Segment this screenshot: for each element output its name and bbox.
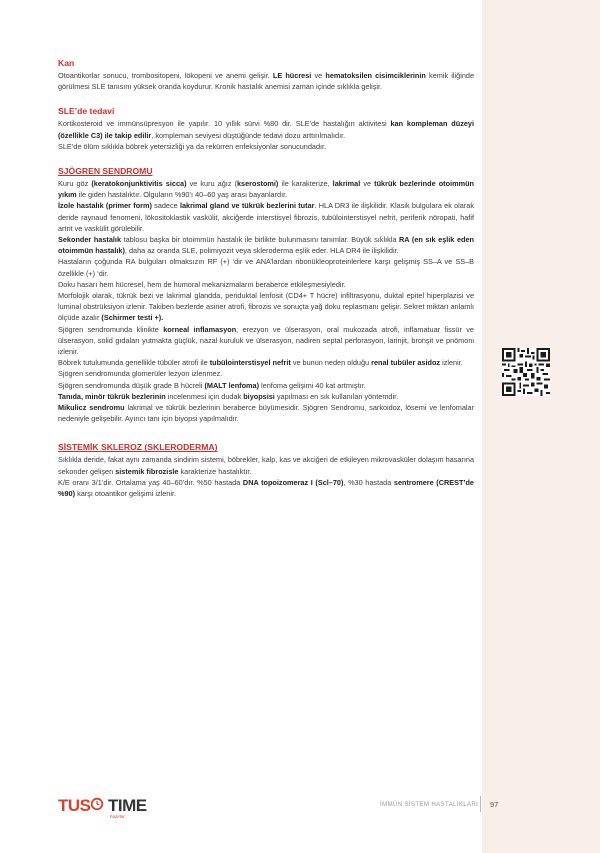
paragraph: Kuru göz (keratokonjunktivitis sicca) ve kuru ağız (kserostomi) ile karakterize, lakrimal ve tükrük bezlerinde otoimmün yıkım ile giden hastalıktır. Olguların %90’ı 40–60 yaş arası bayanlardır.	[58, 179, 474, 200]
paragraph: Sjögren sendromunda glomerüler lezyon izlenmez.	[58, 369, 223, 379]
paragraph: Sekonder hastalık tablosu başka bir otoimmün hastalık ile birlikte bulunmasını tanımlar. Büyük sıklıkla RA (en sık eşlik eden otoimmün hastalık), daha az oranda SLE, polimiyozit veya skleroderma eşlik eder. HLA DR4 ile ilişkilidir.	[58, 235, 474, 256]
footer-divider	[480, 796, 481, 812]
section-heading: SLE’de tedavi	[58, 106, 115, 117]
qr-code	[502, 348, 550, 396]
logo-tagline: hazırlık	[110, 814, 125, 819]
section-heading: SİSTEMİK SKLEROZ (SKLERODERMA)	[58, 442, 218, 453]
tustime-logo	[58, 796, 148, 822]
clock-icon	[90, 797, 104, 811]
paragraph: Kortikosteroid ve immünsüpresyon ile yapılır. 10 yıllık sürvi %80 dir. SLE’de hastalığın aktivitesi kan kompleman düzeyi (özellikle C3) ile takip edilir, kompleman seviyesi düştüğünde tedavi dozu arttırılmalıdır.	[58, 119, 475, 140]
section-skleroderma	[58, 442, 474, 499]
paragraph: K/E oranı 3/1’dir. Ortalama yaş 40–60’dır. %50 hastada DNA topoizomeraz I (Scl–70), %30 hastada sentromere (CREST’de %90) karşı otoantikor gelişimi izlenir.	[58, 477, 474, 499]
paragraph: Böbrek tutulumunda genellikle tübüler atrofi ile tubülointerstisyel nefrit ve bunun neden olduğu renal tubüler asidoz izlenir.	[58, 358, 463, 368]
page-content	[58, 58, 474, 499]
page-footer	[58, 796, 499, 826]
running-title: İMMÜN SİSTEM HASTALIKLARI	[380, 801, 479, 808]
logo-text-time: TIME	[108, 796, 147, 815]
page-number: 97	[490, 800, 499, 809]
paragraph: İzole hastalık (primer form) sadece lakrimal gland ve tükrük bezlerini tutar. HLA DR3 ile ilişkilidir. Klasik bulgulara ek olarak deride raynaud fenomeni, lökositoklastik vaskülit, akciğerde interstisyel fibrozis, tubülointerstisyel nefrit, periferik nöropati, hafif artrit ve vaskülit görülebilir.	[58, 201, 474, 233]
section-heading: SJÖGREN SENDROMU	[58, 166, 153, 177]
paragraph: Doku hasarı hem hücresel, hem de humoral mekanizmaların beraberce etkileşmesiyledir.	[58, 279, 346, 289]
logo-text-tus: TUS	[58, 796, 91, 815]
section-sjogren	[58, 166, 474, 424]
paragraph: Sıklıkla deride, fakat aynı zamanda sindirim sistemi, böbrekler, kalp, kas ve akciğeri de etkileyen mikrovasküler dolaşım hasarına sekonder gelişen sistemik fibrozisle karakterize hastalıktır.	[58, 455, 474, 476]
paragraph: Mikulicz sendromu lakrimal ve tükrük bezlerinin beraberce büyümesidir. Sjögren Sendromu, sarkoidoz, lösemi ve lenfomalar nedeniyle gelişebilir. Ayırıcı tanı için biyopsi yapılmalıdır.	[58, 403, 475, 424]
section-sle-tedavi	[58, 106, 474, 152]
paragraph: Tanıda, minör tükrük bezlerinin incelenmesi için dudak biyopsisi yapılması en sık kullanılan yöntemdir.	[58, 391, 399, 401]
section-heading: Kan	[58, 58, 75, 68]
section-kan	[58, 58, 474, 92]
margin-band	[482, 0, 600, 853]
paragraph: Sjögren sendromunda düşük grade B hücreli (MALT lenfoma) lenfoma gelişimi 40 kat artmıştır.	[58, 380, 366, 390]
paragraph: Morfolojik olarak, tükrük bezi ve lakrimal glandda, periduktal lenfosit (CD4+ T hücre) infiltrasyonu, duktal epitel hiperplazisi ve luminal obstrüksiyon izlenir. Takiben bezlerde asiner atrofi, fibrozis ve sonuçta yağ doku replasmanı gelişir. Sekret miktarı anlamlı ölçüde azalır (Schirmer testi +).	[58, 291, 474, 323]
paragraph: SLE’de ölüm sıklıkla böbrek yetersizliği ya da rekürren enfeksiyonlar sonucundadır.	[58, 141, 327, 151]
paragraph: Sjögren sendromunda klinikte korneal inflamasyon, erezyon ve ülserasyon, oral mukozada atrofi, inflamatuar fissür ve ülserasyon, solid gıdaları yutmakta güçlük, nazal kuruluk ve ülserasyon, nadiren septal perforasyon, larinjit, bronşit ve pnömoni izlenir.	[58, 324, 474, 357]
paragraph: Otoantikorlar sonucu, trombositopeni, lökopeni ve anemi gelişir. LE hücresi ve hematoksilen cisimciklerinin kemik iliğinde görülmesi SLE tanısını yüksek oranda koydurur. Kronik hastalık anemisi zaman içinde sıklıkla gelişir.	[58, 71, 475, 92]
paragraph: Hastaların çoğunda RA bulguları olmaksızın RF (+) ‘dir ve ANA’lardan ribonükleoproteinlerlere karşı gelişmiş SS–A ve SS–B özellikle (+) ‘dir.	[58, 257, 474, 278]
